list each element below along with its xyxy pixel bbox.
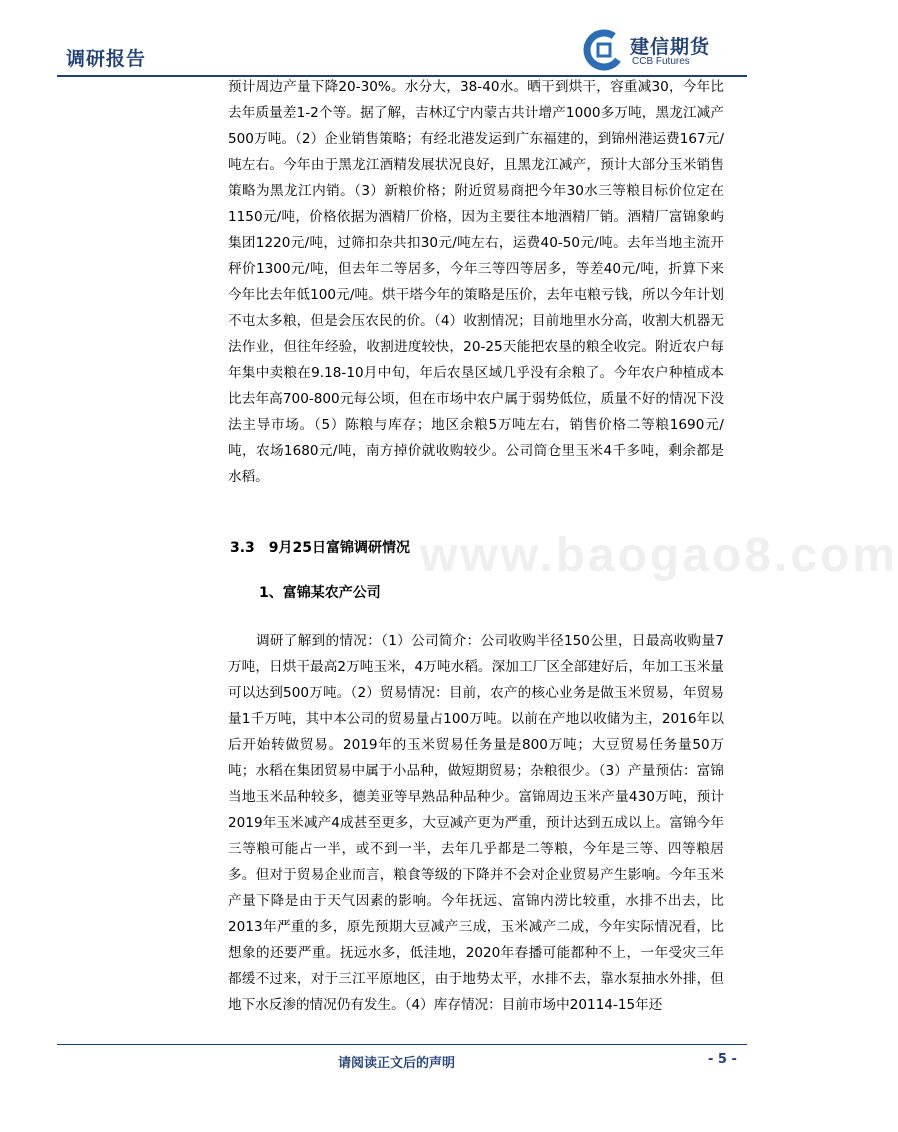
logo-english-text: CCB Futures — [632, 56, 690, 67]
body-paragraph-continued: 预计周边产量下降20-30%。水分大，38-40水。晒干到烘干，容重减30，今年比去年质量差1-2个等。据了解，吉林辽宁内蒙古共计增产1000多万吨，黑龙江减产500万吨。（2）企业销售策略；有经北港发运到广东福建的，到锦州港运费167元/吨左右。今年由于黑龙江酒精发展状况良好，且黑龙江减产，预计大部分玉米销售策略为黑龙江内销。（3）新粮价格；附近贸易商把今年30水三等粮目标价位定在1150元/吨，价格依据为酒精厂价格，因为主要往本地酒精厂销。酒精厂富锦象屿集团1220元/吨，过筛扣杂共扣30元/吨左右，运费40-50元/吨。去年当地主流开秤价1300元/吨，但去年二等居多，今年三等四等居多，等差40元/吨，折算下来今年比去年低100元/吨。烘干塔今年的策略是压价，去年屯粮亏钱，所以今年计划不屯太多粮，但是会压农民的价。（4）收割情况；目前地里水分高，收割大机器无法作业，但往年经验，收割进度较快，20-25天能把农垦的粮全收完。附近农户每年集中卖粮在9.18-10月中旬，年后农垦区域几乎没有余粮了。今年农户种植成本比去年高700-800元每公顷，但在市场中农户属于弱势低位，质量不好的情况下没法主导市场。（5）陈粮与库存；地区余粮5万吨左右，销售价格二等粮1690元/吨，农场1680元/吨，南方掉价就收购较少。公司筒仓里玉米4千多吨，剩余都是水稻。 — [228, 79, 724, 485]
body-paragraph-survey: 调研了解到的情况：（1）公司简介：公司收购半径150公里，日最高收购量7万吨，日烘干最高2万吨玉米，4万吨水稻。深加工厂区全部建好后，年加工玉米量可以达到500万吨。（2）贸易情况：目前，农产的核心业务是做玉米贸易，年贸易量1千万吨，其中本公司的贸易量占100万吨。以前在产地以收储为主，2016年以后开始转做贸易。2019年的玉米贸易任务量是800万吨；大豆贸易任务量50万吨；水稻在集团贸易中属于小品种，做短期贸易；杂粮很少。（3）产量预估：富锦当地玉米品种较多，德美亚等早熟品种品种少。富锦周边玉米产量430万吨，预计2019年玉米减产4成甚至更多，大豆减产更为严重，预计达到五成以上。富锦今年三等粮可能占一半，或不到一半，去年几乎都是二等粮，今年是三等、四等粮居多。但对于贸易企业而言，粮食等级的下降并不会对企业贸易产生影响。今年玉米产量下降是由于天气因素的影响。今年抚远、富锦内涝比较重，水排不出去，比2013年严重的多，原先预期大豆减产三成，玉米减产二成，今年实际情况看，比想象的还要严重。抚远水多，低洼地，2020年春播可能都种不上，一年受灾三年都缓不过来，对于三江平原地区，由于地势太平，水排不去，靠水泵抽水外排，但地下水反渗的情况仍有发生。（4）库存情况：目前市场中20114-15年还 — [228, 633, 724, 1013]
ccb-futures-logo — [584, 30, 744, 70]
sub-heading: 1、富锦某农产公司 — [259, 585, 381, 601]
watermark: www.baogao8.com — [420, 529, 898, 582]
logo-chinese-text: 建信期货 — [630, 36, 711, 58]
page-number: - 5 - — [708, 1052, 737, 1067]
footer-disclaimer-note: 请阅读正文后的声明 — [338, 1056, 456, 1071]
footer-divider — [57, 1044, 747, 1045]
report-type-title: 调研报告 — [66, 48, 147, 70]
section-heading: 3.3 9月25日富锦调研情况 — [230, 540, 411, 556]
ccb-logo-icon — [584, 30, 626, 70]
